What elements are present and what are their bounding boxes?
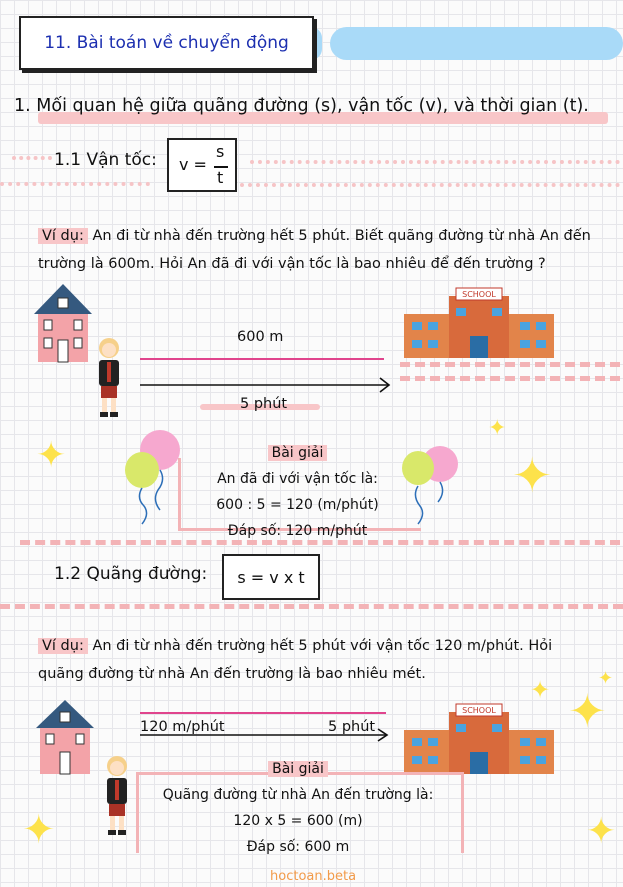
solution-line: Quãng đường từ nhà An đến trường là: bbox=[162, 787, 434, 803]
decor-dots bbox=[0, 182, 150, 186]
school-illustration bbox=[404, 286, 554, 358]
decor-dots bbox=[12, 156, 52, 160]
star-icon: ✦ bbox=[586, 811, 617, 852]
time-arrow bbox=[140, 377, 392, 393]
decor-dots bbox=[250, 160, 620, 164]
distance-formula: s = v x t bbox=[237, 567, 305, 587]
example-2-text bbox=[38, 632, 613, 688]
distance-line bbox=[140, 358, 384, 360]
formula-denominator: t bbox=[217, 168, 224, 187]
page-title-box bbox=[19, 16, 314, 70]
boy-illustration bbox=[100, 754, 134, 836]
star-icon: ✦ bbox=[22, 807, 56, 853]
star-icon: ✦ bbox=[568, 684, 607, 738]
solution-answer: Đáp số: 120 m/phút bbox=[227, 523, 368, 539]
star-icon: ✦ bbox=[488, 416, 507, 441]
solution-title: Bài giải bbox=[268, 445, 328, 461]
star-icon: ✦ bbox=[36, 435, 67, 476]
example-line: quãng đường từ nhà An đến trường là bao nhiêu mét. bbox=[38, 666, 426, 682]
speed-line bbox=[140, 712, 386, 714]
decor-pill bbox=[330, 27, 623, 60]
star-icon: ✦ bbox=[512, 448, 553, 504]
star-icon: ✦ bbox=[530, 676, 551, 704]
formula-numerator: s bbox=[216, 142, 225, 161]
school-sign: SCHOOL bbox=[462, 290, 496, 299]
footer-site: hoctoan.beta bbox=[270, 869, 357, 884]
velocity-label: 1.1 Vận tốc: bbox=[54, 150, 157, 170]
speed-label: 120 m/phút bbox=[140, 719, 225, 735]
decor-dash bbox=[400, 362, 620, 367]
school-sign: SCHOOL bbox=[462, 706, 496, 715]
solution-line: 600 : 5 = 120 (m/phút) bbox=[216, 497, 379, 513]
distance-label: 600 m bbox=[237, 329, 284, 345]
solution-title: Bài giải bbox=[268, 761, 328, 777]
time-label: 5 phút bbox=[328, 719, 376, 735]
distance-formula-box bbox=[222, 554, 320, 600]
solution-answer: Đáp số: 600 m bbox=[246, 839, 350, 855]
solution-line: An đã đi với vận tốc là: bbox=[217, 471, 378, 487]
house-illustration bbox=[32, 700, 98, 776]
distance-section-label: 1.2 Quãng đường: bbox=[54, 564, 208, 584]
time-label: 5 phút bbox=[240, 396, 288, 412]
decor-dash bbox=[400, 376, 620, 381]
solution-line: 120 x 5 = 600 (m) bbox=[233, 813, 363, 829]
section-heading: 1. Mối quan hệ giữa quãng đường (s), vận tốc (v), và thời gian (t). bbox=[14, 96, 589, 116]
example-line: An đi từ nhà đến trường hết 5 phút với vận tốc 120 m/phút. Hỏi bbox=[92, 638, 553, 654]
solution-2 bbox=[140, 756, 456, 860]
boy-illustration bbox=[92, 336, 126, 418]
example-label: Ví dụ: bbox=[38, 228, 88, 244]
distance-arrow bbox=[140, 728, 392, 742]
velocity-formula-box bbox=[167, 138, 237, 192]
example-line: An đi từ nhà đến trường hết 5 phút. Biết quãng đường từ nhà An đến bbox=[92, 228, 591, 244]
page-title: 11. Bài toán về chuyển động bbox=[44, 33, 289, 53]
decor-dots bbox=[240, 183, 620, 187]
example-1-text bbox=[38, 222, 613, 278]
example-label: Ví dụ: bbox=[38, 638, 88, 654]
solution-1 bbox=[190, 440, 405, 544]
formula-lhs: v = bbox=[179, 155, 207, 174]
star-icon: ✦ bbox=[598, 668, 614, 689]
house-illustration bbox=[30, 284, 96, 364]
example-line: trường là 600m. Hỏi An đã đi với vận tốc là bao nhiêu để đến trường ? bbox=[38, 256, 546, 272]
decor-dash bbox=[0, 604, 623, 609]
